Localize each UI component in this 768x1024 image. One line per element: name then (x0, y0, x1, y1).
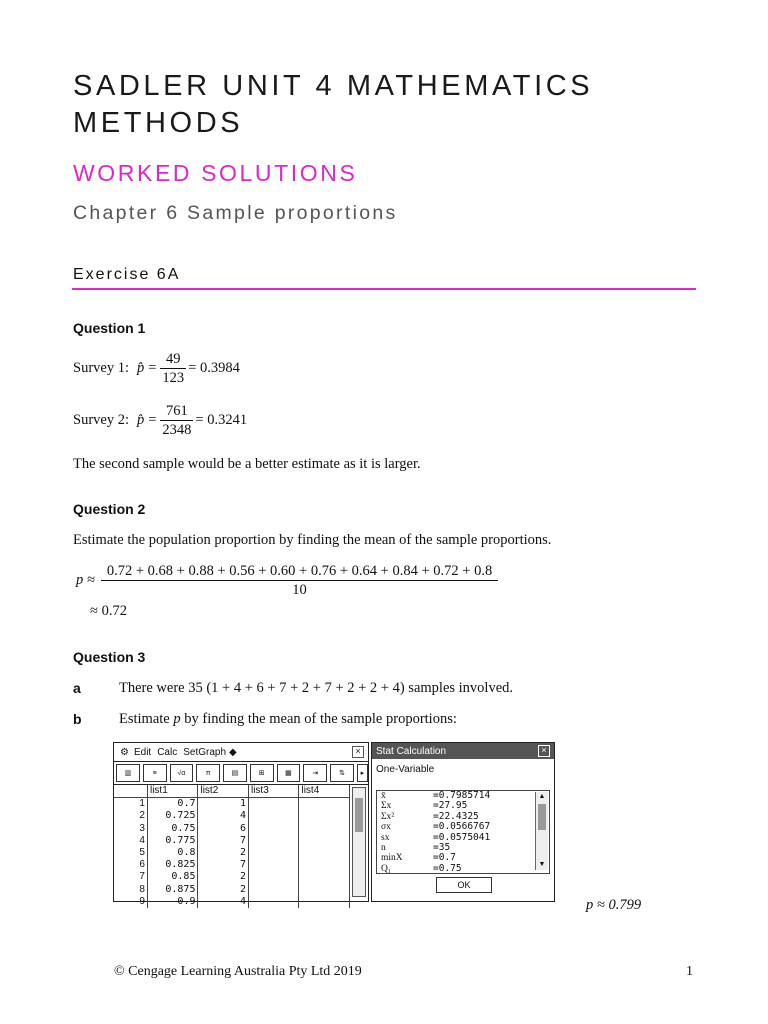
part-b-text: Estimate p by finding the mean of the sample proportions: (119, 711, 457, 727)
p-approx-label: p ≈ (76, 572, 95, 588)
stat-title-bar (372, 743, 554, 759)
stat-title: Stat Calculation (376, 745, 447, 757)
menu-calc[interactable]: Calc (157, 746, 178, 758)
question-1-heading: Question 1 (73, 320, 146, 336)
calc-toolbar (114, 762, 368, 785)
survey-1-fraction (160, 350, 186, 387)
close-icon[interactable]: × (352, 746, 364, 758)
p-hat-symbol: p̂ (136, 360, 145, 376)
stat-line: σx =0.0566767 (381, 821, 491, 833)
chevron-right-icon[interactable]: ▸ (357, 764, 368, 782)
list-header[interactable]: list2 (198, 785, 249, 798)
question-2-result: ≈ 0.72 (90, 603, 127, 619)
list-table (114, 785, 350, 908)
stat-line: minX =0.7 (381, 852, 456, 864)
distribution-icon[interactable]: π (196, 764, 220, 782)
table-row: 1 0.7 1 (114, 798, 350, 811)
part-a-letter: a (73, 680, 81, 696)
sqrt-alpha-icon[interactable]: √α (170, 764, 194, 782)
question-2-heading: Question 2 (73, 501, 146, 517)
stat-line: sx =0.0575041 (381, 831, 491, 843)
gear-icon[interactable]: ⚙ (120, 746, 129, 758)
scrollbar-thumb[interactable] (538, 804, 546, 830)
question-2-denominator: 10 (292, 582, 307, 598)
stat-results-box (376, 790, 550, 874)
list-header[interactable]: list4 (299, 785, 350, 798)
table-icon[interactable]: ▦ (277, 764, 301, 782)
document-title: SADLER UNIT 4 MATHEMATICS METHODS (73, 70, 594, 139)
stat-line: x̄ =0.7985714 (381, 790, 491, 801)
p-hat-symbol: p̂ (136, 412, 145, 428)
survey-2-numerator: 761 (160, 402, 193, 421)
calculator-list-screen (113, 742, 369, 907)
stat-line: Σx =27.95 (381, 800, 468, 812)
survey-1-label: Survey 1: (73, 360, 129, 376)
graph-select-icon[interactable]: ≡ (143, 764, 167, 782)
question-2-intro: Estimate the population proportion by finding the mean of the sample proportions. (73, 532, 552, 548)
survey-2-denominator: 2348 (162, 422, 192, 438)
exercise-title: Exercise 6A (73, 266, 181, 283)
part-a-text: There were 35 (1 + 4 + 6 + 7 + 2 + 7 + 2 + 2 + 4) samples involved. (119, 680, 514, 696)
histogram-icon[interactable]: ▤ (223, 764, 247, 782)
calc-menu-bar (114, 743, 368, 762)
document-subtitle: WORKED SOLUTIONS (73, 160, 358, 186)
scroll-down-icon[interactable]: ▼ (538, 861, 546, 868)
menu-edit[interactable]: Edit (133, 746, 152, 758)
list-scrollbar[interactable] (352, 787, 366, 897)
survey-2-result: = 0.3241 (195, 412, 248, 428)
list-header[interactable]: list3 (248, 785, 299, 798)
table-row: 8 0.875 2 (114, 884, 350, 896)
stat-mode: One-Variable (376, 764, 435, 775)
table-row: 3 0.75 6 (114, 823, 350, 835)
stat-line: Σx² =22.4325 (381, 810, 479, 822)
scroll-up-icon[interactable]: ▲ (538, 793, 546, 800)
survey-2-equation: Survey 2: p̂ = $\frac{761}{2348}$ = 0.3241 (73, 403, 248, 438)
survey-1-result: = 0.3984 (188, 360, 240, 376)
zoom-icon[interactable]: ⊞ (250, 764, 274, 782)
sort-icon[interactable]: ⇅ (330, 764, 354, 782)
survey-1-equation: Survey 1: p̂ = $\frac{49}{123}$ = 0.3984 (73, 351, 240, 386)
graph-icon[interactable]: ▥ (116, 764, 140, 782)
calculator-stat-screen (371, 742, 555, 902)
table-row: 5 0.8 2 (114, 847, 350, 859)
scrollbar-thumb[interactable] (355, 798, 363, 832)
question-2-equation (76, 562, 498, 599)
ok-button[interactable]: OK (436, 877, 492, 893)
close-icon[interactable]: × (538, 745, 550, 757)
question-1-conclusion: The second sample would be a better estimate as it is larger. (73, 456, 421, 472)
chapter-title: Chapter 6 Sample proportions (73, 202, 398, 224)
table-row: 9 0.9 4 (114, 896, 350, 908)
stat-line: Q₁ =0.75 (381, 862, 462, 874)
survey-1-denominator: 123 (162, 370, 185, 386)
survey-2-label: Survey 2: (73, 412, 129, 428)
table-row: 7 0.85 2 (114, 871, 350, 883)
question-2-numerator: 0.72 + 0.68 + 0.88 + 0.56 + 0.60 + 0.76 + 0.64 + 0.84 + 0.72 + 0.8 (101, 562, 498, 581)
table-row: 4 0.775 7 (114, 835, 350, 847)
diamond-icon[interactable]: ◆ (229, 746, 237, 758)
page-number: 1 (686, 964, 693, 979)
stat-scrollbar[interactable] (535, 792, 548, 870)
table-row: 2 0.725 4 (114, 810, 350, 822)
question-3-heading: Question 3 (73, 649, 146, 665)
survey-2-fraction (160, 402, 193, 439)
footer-copyright: © Cengage Learning Australia Pty Ltd 2019 (114, 964, 362, 979)
stat-line: n =35 (381, 842, 451, 854)
menu-setgraph[interactable]: SetGraph (183, 746, 227, 758)
arrow-icon[interactable]: ⇥ (303, 764, 327, 782)
survey-1-numerator: 49 (160, 350, 186, 369)
question-3-answer: p ≈ 0.799 (586, 897, 642, 913)
question-2-fraction (101, 562, 498, 599)
list-header[interactable]: list1 (147, 785, 198, 798)
exercise-divider (72, 288, 696, 290)
part-b-letter: b (73, 711, 82, 727)
table-row: 6 0.825 7 (114, 859, 350, 871)
